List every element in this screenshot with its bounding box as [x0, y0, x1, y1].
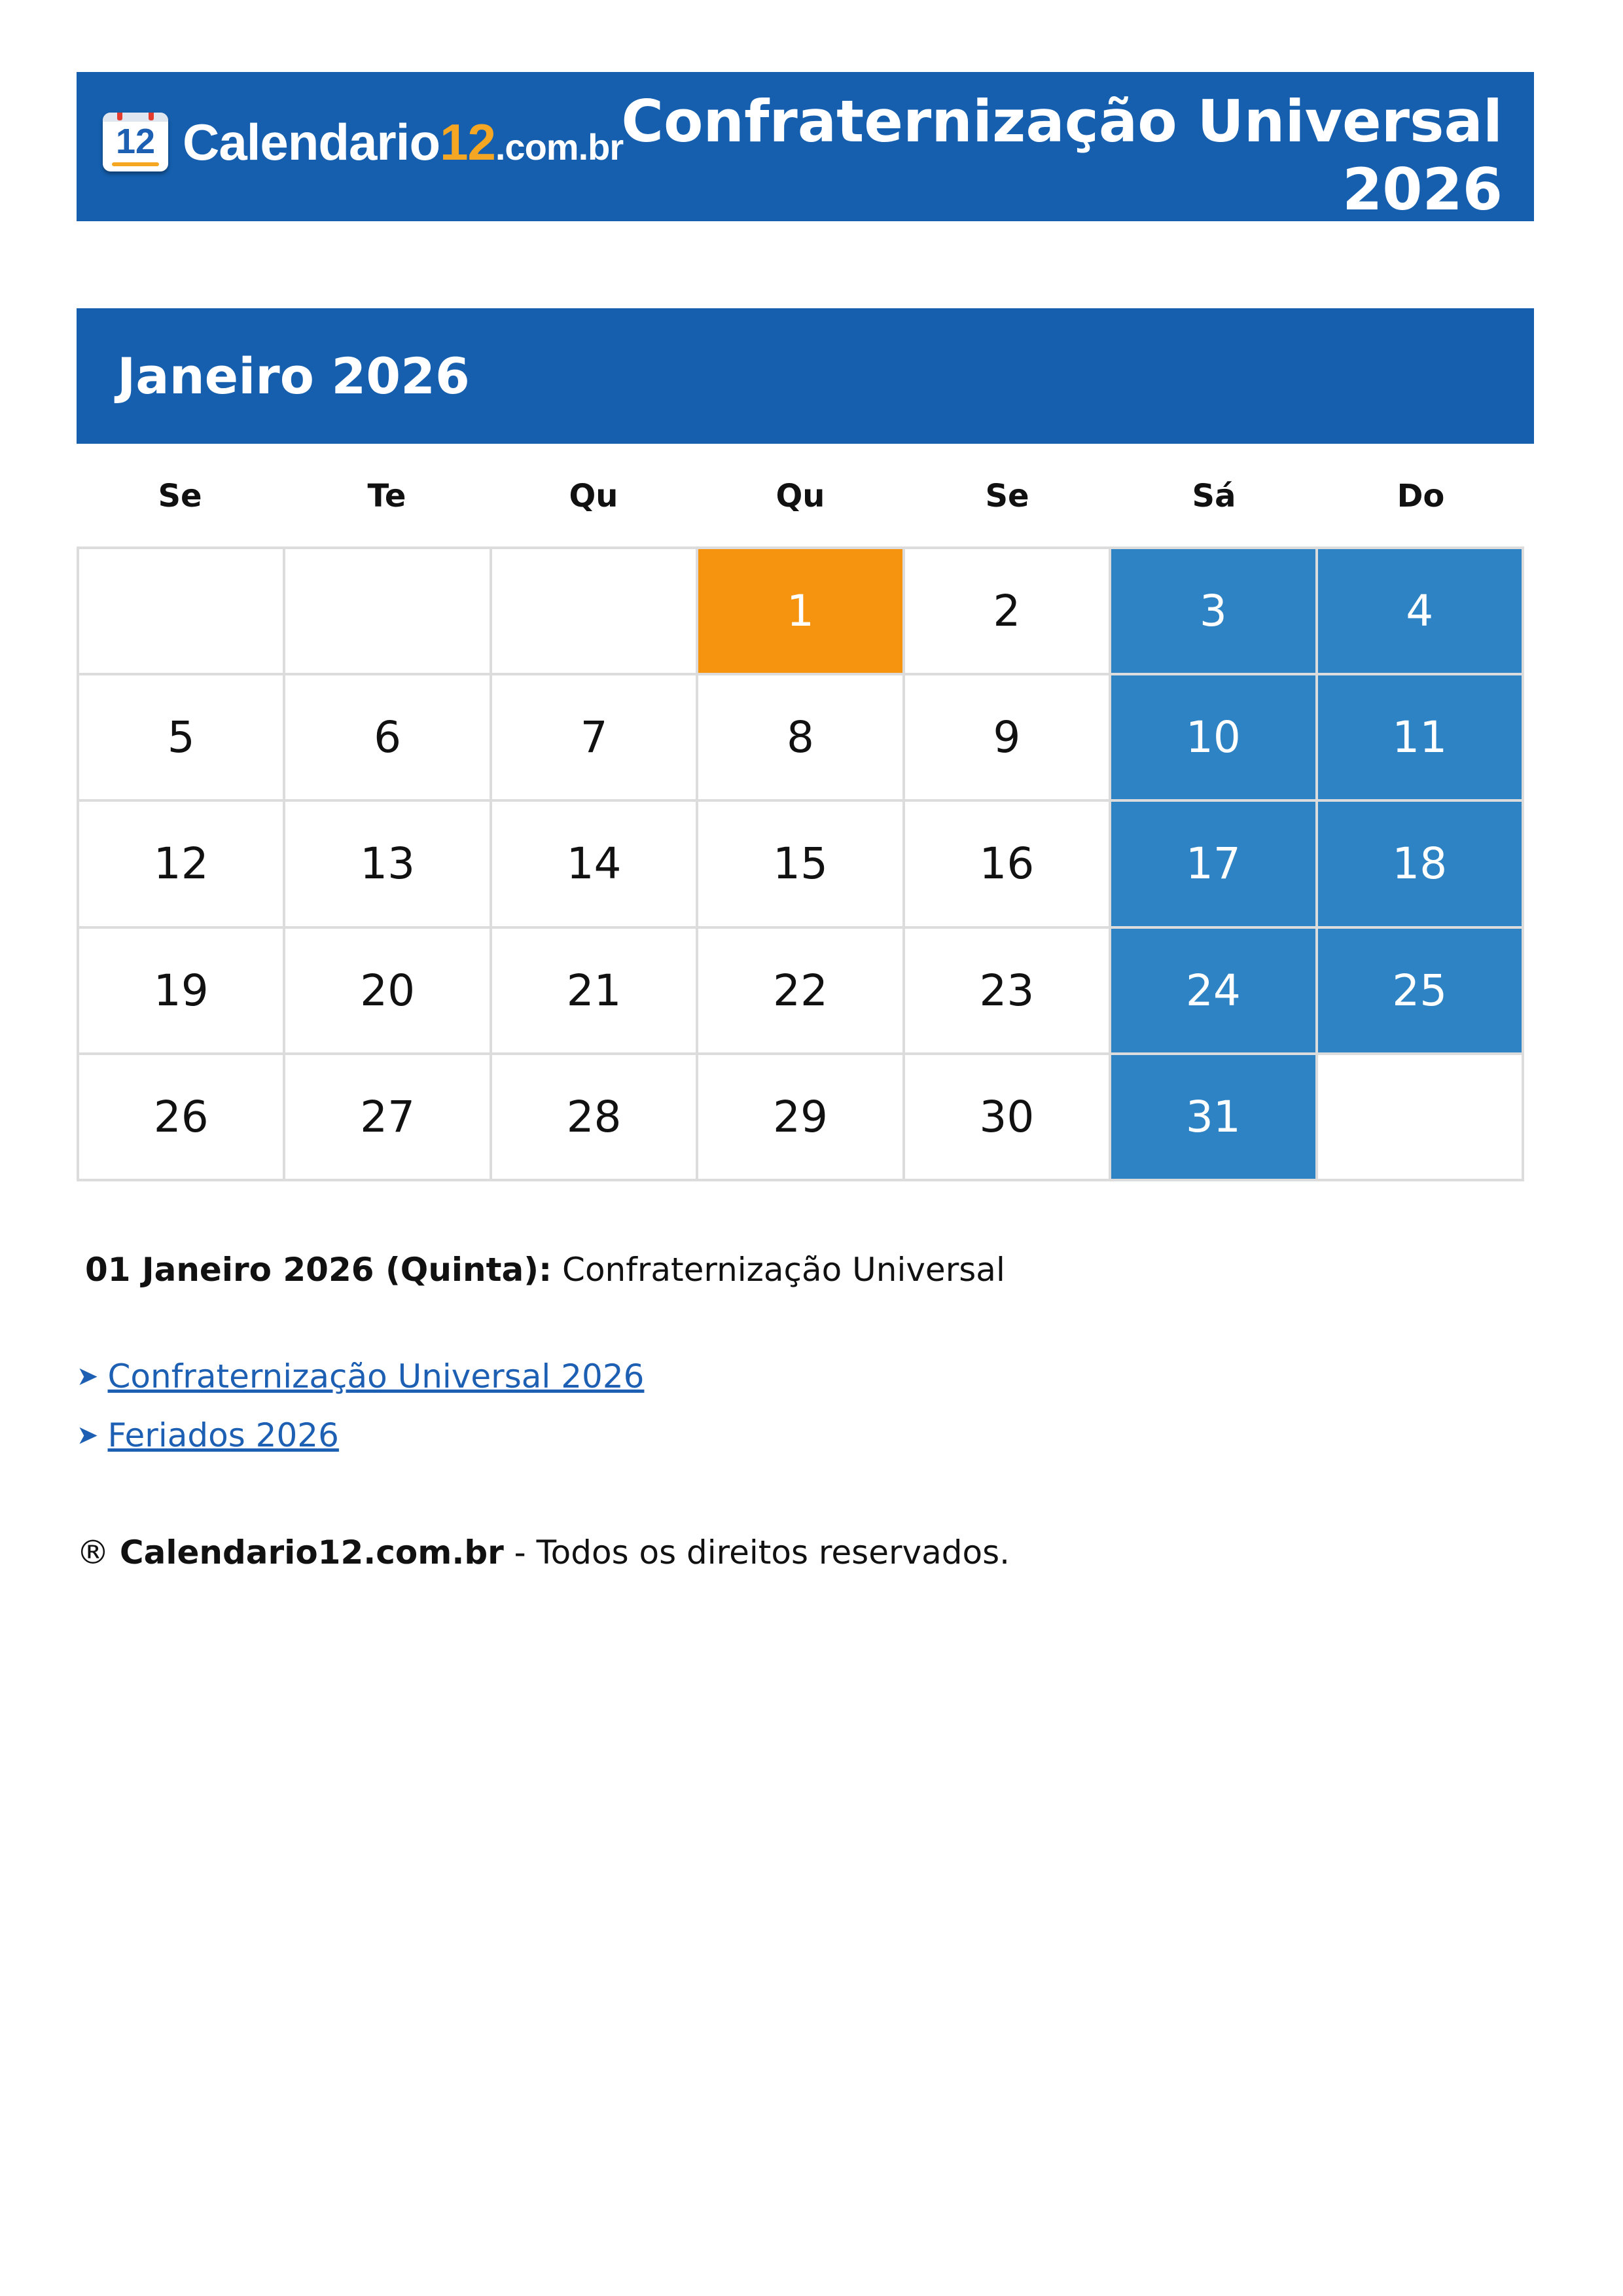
- page-title-line2: 2026: [1342, 156, 1503, 223]
- holiday-note: [85, 1247, 1005, 1293]
- calendar-day[interactable]: 12: [79, 802, 285, 928]
- calendar-empty-cell: [79, 549, 285, 675]
- calendar-day[interactable]: 8: [698, 675, 904, 802]
- calendar-day[interactable]: 25: [1318, 929, 1524, 1055]
- calendar-day[interactable]: 11: [1318, 675, 1524, 802]
- page-title-line1: Confraternização Universal: [621, 88, 1503, 155]
- page-header: [77, 72, 1534, 221]
- holiday-date-label: 01 Janeiro 2026 (Quinta):: [85, 1251, 552, 1289]
- weekday-header-row: [77, 470, 1524, 522]
- calendar-day-holiday[interactable]: 1: [698, 549, 904, 675]
- calendar-empty-cell: [285, 549, 491, 675]
- calendar-day[interactable]: 5: [79, 675, 285, 802]
- footer-brand: Calendario12.com.br: [119, 1534, 504, 1571]
- link-item: [77, 1406, 644, 1465]
- weekday-label: Qu: [569, 478, 618, 514]
- logo-brand-main: Calendario: [183, 113, 440, 171]
- calendar-day[interactable]: 9: [905, 675, 1111, 802]
- calendar-grid: [77, 547, 1524, 1181]
- calendar-day[interactable]: 27: [285, 1055, 491, 1181]
- calendar-day[interactable]: 21: [492, 929, 698, 1055]
- calendar-day[interactable]: 28: [492, 1055, 698, 1181]
- footer-text: - Todos os direitos reservados.: [503, 1534, 1010, 1571]
- link-confraternizacao-2026[interactable]: Confraternização Universal 2026: [107, 1357, 645, 1395]
- month-title: Janeiro 2026: [117, 347, 470, 405]
- logo-brand-suffix: .com.br: [495, 126, 624, 168]
- copyright-symbol: ®: [77, 1534, 109, 1571]
- calendar-day[interactable]: 24: [1111, 929, 1317, 1055]
- calendar-empty-cell: [1318, 1055, 1524, 1181]
- calendar-day[interactable]: 22: [698, 929, 904, 1055]
- calendar-day[interactable]: 18: [1318, 802, 1524, 928]
- footer: [77, 1530, 1010, 1575]
- calendar-day[interactable]: 4: [1318, 549, 1524, 675]
- arrow-icon: ➤: [77, 1420, 99, 1450]
- logo-icon-number: 12: [115, 122, 156, 161]
- calendar-day[interactable]: 26: [79, 1055, 285, 1181]
- logo-brand-accent: 12: [440, 113, 495, 171]
- link-item: [77, 1347, 644, 1406]
- weekday-label: Qu: [776, 478, 825, 514]
- month-header: [77, 308, 1534, 444]
- calendar-day[interactable]: 29: [698, 1055, 904, 1181]
- calendar-day[interactable]: 2: [905, 549, 1111, 675]
- calendar-logo-icon: [103, 113, 168, 171]
- calendar-day[interactable]: 15: [698, 802, 904, 928]
- weekday-label: Se: [985, 478, 1029, 514]
- holiday-name: Confraternização Universal: [562, 1251, 1005, 1289]
- related-links: [77, 1347, 644, 1465]
- calendar-day[interactable]: 10: [1111, 675, 1317, 802]
- site-logo[interactable]: [103, 106, 623, 178]
- weekday-label: Sá: [1192, 478, 1236, 514]
- weekday-label: Se: [158, 478, 202, 514]
- calendar-day[interactable]: 31: [1111, 1055, 1317, 1181]
- logo-wordmark: [183, 113, 623, 172]
- calendar-day[interactable]: 6: [285, 675, 491, 802]
- calendar-day[interactable]: 23: [905, 929, 1111, 1055]
- arrow-icon: ➤: [77, 1361, 99, 1391]
- calendar-day[interactable]: 20: [285, 929, 491, 1055]
- calendar-day[interactable]: 7: [492, 675, 698, 802]
- calendar-day[interactable]: 13: [285, 802, 491, 928]
- calendar-day[interactable]: 19: [79, 929, 285, 1055]
- calendar-day[interactable]: 16: [905, 802, 1111, 928]
- page-title: [621, 88, 1503, 224]
- calendar-empty-cell: [492, 549, 698, 675]
- calendar-day[interactable]: 30: [905, 1055, 1111, 1181]
- calendar-day[interactable]: 17: [1111, 802, 1317, 928]
- calendar-day[interactable]: 14: [492, 802, 698, 928]
- weekday-label: Te: [367, 478, 406, 514]
- calendar-day[interactable]: 3: [1111, 549, 1317, 675]
- link-feriados-2026[interactable]: Feriados 2026: [107, 1416, 339, 1454]
- weekday-label: Do: [1397, 478, 1445, 514]
